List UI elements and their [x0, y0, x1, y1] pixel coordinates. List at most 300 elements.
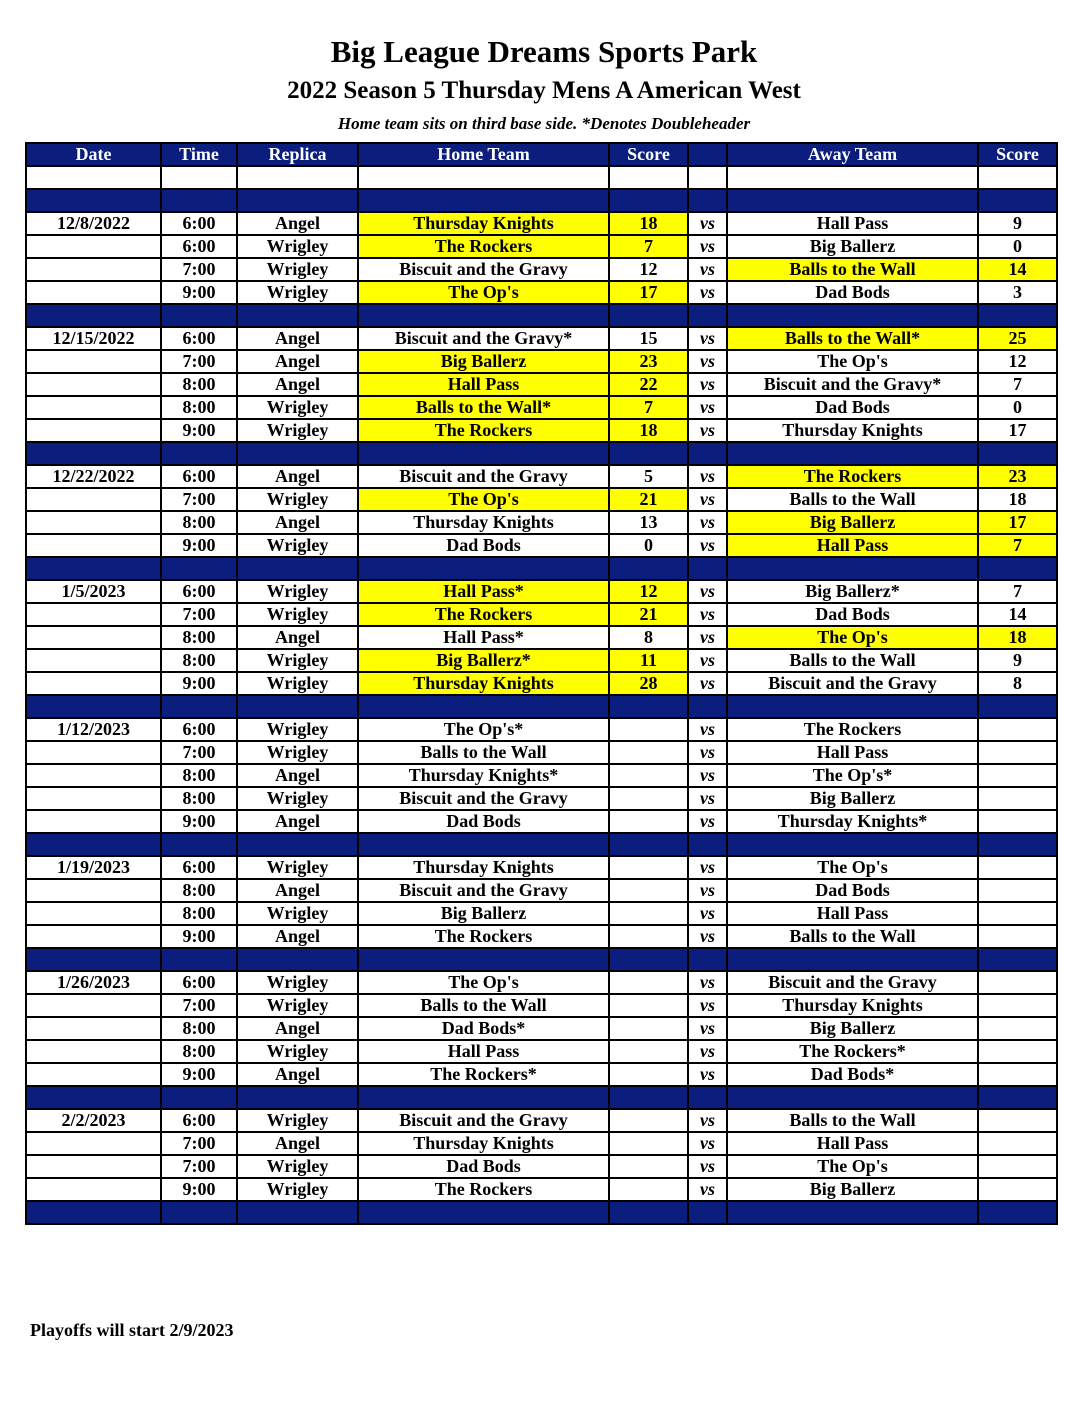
- date-cell: [26, 419, 161, 442]
- home-score-cell: [609, 787, 688, 810]
- away-team-cell: The Rockers: [727, 465, 978, 488]
- home-team-cell: Biscuit and the Gravy: [358, 1109, 609, 1132]
- home-score-cell: 17: [609, 281, 688, 304]
- separator-cell: [358, 189, 609, 212]
- away-score-cell: [978, 1063, 1057, 1086]
- home-score-cell: [609, 994, 688, 1017]
- replica-cell: Wrigley: [237, 1109, 358, 1132]
- separator-cell: [978, 1201, 1057, 1224]
- date-cell: [26, 902, 161, 925]
- away-score-cell: [978, 902, 1057, 925]
- game-row: [26, 465, 1057, 488]
- vs-cell: vs: [688, 902, 727, 925]
- away-score-cell: 18: [978, 626, 1057, 649]
- away-team-cell: The Rockers: [727, 718, 978, 741]
- home-team-cell: The Rockers: [358, 1178, 609, 1201]
- empty-cell: [688, 166, 727, 189]
- away-score-cell: 9: [978, 649, 1057, 672]
- date-cell: [26, 1155, 161, 1178]
- away-score-cell: 17: [978, 511, 1057, 534]
- separator-cell: [688, 189, 727, 212]
- home-team-cell: Hall Pass*: [358, 626, 609, 649]
- away-team-cell: Balls to the Wall: [727, 258, 978, 281]
- separator-cell: [727, 948, 978, 971]
- replica-cell: Angel: [237, 1132, 358, 1155]
- vs-cell: vs: [688, 925, 727, 948]
- page-subtitle: 2022 Season 5 Thursday Mens A American West: [287, 77, 801, 104]
- separator-cell: [978, 442, 1057, 465]
- date-cell: [26, 373, 161, 396]
- home-team-cell: Thursday Knights: [358, 672, 609, 695]
- week-separator-row: [26, 304, 1057, 327]
- separator-cell: [978, 695, 1057, 718]
- separator-cell: [978, 189, 1057, 212]
- separator-cell: [161, 189, 237, 212]
- home-team-cell: The Rockers*: [358, 1063, 609, 1086]
- home-team-cell: Big Ballerz: [358, 902, 609, 925]
- home-score-cell: [609, 902, 688, 925]
- vs-cell: vs: [688, 580, 727, 603]
- home-team-cell: Thursday Knights: [358, 212, 609, 235]
- game-row: [26, 810, 1057, 833]
- away-score-cell: [978, 1155, 1057, 1178]
- home-score-cell: [609, 1063, 688, 1086]
- away-team-cell: Biscuit and the Gravy: [727, 672, 978, 695]
- separator-cell: [609, 1086, 688, 1109]
- vs-cell: vs: [688, 1017, 727, 1040]
- vs-cell: vs: [688, 1109, 727, 1132]
- away-team-cell: The Op's: [727, 626, 978, 649]
- time-cell: 8:00: [161, 396, 237, 419]
- vs-cell: vs: [688, 373, 727, 396]
- away-score-cell: [978, 741, 1057, 764]
- separator-cell: [161, 695, 237, 718]
- away-score-cell: [978, 856, 1057, 879]
- time-cell: 8:00: [161, 1040, 237, 1063]
- separator-cell: [727, 304, 978, 327]
- replica-cell: Angel: [237, 465, 358, 488]
- separator-cell: [609, 1201, 688, 1224]
- week-separator-row: [26, 1201, 1057, 1224]
- separator-cell: [688, 304, 727, 327]
- away-team-cell: Biscuit and the Gravy: [727, 971, 978, 994]
- vs-cell: vs: [688, 1178, 727, 1201]
- replica-cell: Wrigley: [237, 580, 358, 603]
- home-score-cell: 13: [609, 511, 688, 534]
- date-cell: [26, 534, 161, 557]
- away-score-cell: 17: [978, 419, 1057, 442]
- replica-cell: Wrigley: [237, 994, 358, 1017]
- home-score-cell: [609, 879, 688, 902]
- away-team-cell: Dad Bods: [727, 879, 978, 902]
- time-cell: 8:00: [161, 787, 237, 810]
- home-team-cell: Dad Bods: [358, 534, 609, 557]
- home-score-cell: 7: [609, 396, 688, 419]
- separator-cell: [978, 1086, 1057, 1109]
- separator-cell: [161, 1201, 237, 1224]
- away-team-cell: Hall Pass: [727, 212, 978, 235]
- separator-cell: [161, 1086, 237, 1109]
- week-separator-row: [26, 1086, 1057, 1109]
- date-cell: [26, 741, 161, 764]
- doubleheader-note: Home team sits on third base side. *Denotes Doubleheader: [337, 114, 751, 133]
- away-score-cell: [978, 810, 1057, 833]
- home-team-cell: Thursday Knights: [358, 1132, 609, 1155]
- replica-cell: Angel: [237, 212, 358, 235]
- home-team-cell: Hall Pass: [358, 373, 609, 396]
- schedule-table: [25, 142, 1058, 1225]
- home-team-cell: The Rockers: [358, 925, 609, 948]
- vs-cell: vs: [688, 672, 727, 695]
- date-cell: 12/22/2022: [26, 465, 161, 488]
- home-score-cell: 5: [609, 465, 688, 488]
- away-team-cell: Dad Bods: [727, 396, 978, 419]
- away-team-cell: The Op's*: [727, 764, 978, 787]
- away-score-cell: 14: [978, 258, 1057, 281]
- time-cell: 7:00: [161, 1155, 237, 1178]
- separator-cell: [978, 948, 1057, 971]
- replica-cell: Wrigley: [237, 396, 358, 419]
- header-away-team: Away Team: [727, 143, 978, 166]
- away-team-cell: Big Ballerz: [727, 235, 978, 258]
- header-date: Date: [26, 143, 161, 166]
- game-row: [26, 994, 1057, 1017]
- time-cell: 9:00: [161, 534, 237, 557]
- time-cell: 6:00: [161, 212, 237, 235]
- separator-cell: [161, 442, 237, 465]
- replica-cell: Wrigley: [237, 672, 358, 695]
- game-row: [26, 741, 1057, 764]
- away-team-cell: Biscuit and the Gravy*: [727, 373, 978, 396]
- time-cell: 9:00: [161, 1063, 237, 1086]
- home-score-cell: [609, 764, 688, 787]
- time-cell: 6:00: [161, 235, 237, 258]
- replica-cell: Wrigley: [237, 718, 358, 741]
- vs-cell: vs: [688, 396, 727, 419]
- home-score-cell: 0: [609, 534, 688, 557]
- vs-cell: vs: [688, 488, 727, 511]
- game-row: [26, 672, 1057, 695]
- home-score-cell: 7: [609, 235, 688, 258]
- game-row: [26, 1132, 1057, 1155]
- separator-cell: [609, 695, 688, 718]
- separator-cell: [609, 557, 688, 580]
- replica-cell: Angel: [237, 810, 358, 833]
- replica-cell: Angel: [237, 764, 358, 787]
- time-cell: 6:00: [161, 465, 237, 488]
- week-separator-row: [26, 557, 1057, 580]
- home-score-cell: 15: [609, 327, 688, 350]
- home-team-cell: Hall Pass*: [358, 580, 609, 603]
- vs-cell: vs: [688, 626, 727, 649]
- away-score-cell: [978, 1017, 1057, 1040]
- away-team-cell: Hall Pass: [727, 741, 978, 764]
- away-team-cell: Dad Bods: [727, 281, 978, 304]
- time-cell: 9:00: [161, 672, 237, 695]
- week-separator-row: [26, 695, 1057, 718]
- away-score-cell: 3: [978, 281, 1057, 304]
- vs-cell: vs: [688, 258, 727, 281]
- home-team-cell: Biscuit and the Gravy: [358, 465, 609, 488]
- away-team-cell: Thursday Knights: [727, 994, 978, 1017]
- separator-cell: [26, 948, 161, 971]
- replica-cell: Angel: [237, 511, 358, 534]
- away-team-cell: Thursday Knights*: [727, 810, 978, 833]
- time-cell: 8:00: [161, 373, 237, 396]
- date-cell: 1/5/2023: [26, 580, 161, 603]
- date-cell: 1/19/2023: [26, 856, 161, 879]
- replica-cell: Wrigley: [237, 235, 358, 258]
- away-score-cell: 0: [978, 235, 1057, 258]
- home-team-cell: Thursday Knights: [358, 511, 609, 534]
- game-row: [26, 856, 1057, 879]
- vs-cell: vs: [688, 350, 727, 373]
- time-cell: 7:00: [161, 603, 237, 626]
- date-cell: [26, 603, 161, 626]
- time-cell: 7:00: [161, 741, 237, 764]
- game-row: [26, 879, 1057, 902]
- home-team-cell: The Op's: [358, 281, 609, 304]
- time-cell: 9:00: [161, 925, 237, 948]
- separator-cell: [358, 1086, 609, 1109]
- away-score-cell: 12: [978, 350, 1057, 373]
- vs-cell: vs: [688, 1132, 727, 1155]
- time-cell: 9:00: [161, 281, 237, 304]
- away-team-cell: The Op's: [727, 350, 978, 373]
- game-row: [26, 787, 1057, 810]
- vs-cell: vs: [688, 856, 727, 879]
- away-score-cell: [978, 1178, 1057, 1201]
- home-score-cell: [609, 971, 688, 994]
- away-score-cell: 8: [978, 672, 1057, 695]
- time-cell: 7:00: [161, 258, 237, 281]
- time-cell: 8:00: [161, 1017, 237, 1040]
- vs-cell: vs: [688, 810, 727, 833]
- time-cell: 7:00: [161, 350, 237, 373]
- vs-cell: vs: [688, 511, 727, 534]
- home-team-cell: Dad Bods: [358, 810, 609, 833]
- game-row: [26, 534, 1057, 557]
- separator-cell: [727, 189, 978, 212]
- separator-cell: [609, 304, 688, 327]
- away-team-cell: Balls to the Wall: [727, 488, 978, 511]
- time-cell: 7:00: [161, 1132, 237, 1155]
- empty-cell: [358, 166, 609, 189]
- separator-cell: [978, 304, 1057, 327]
- week-separator-row: [26, 189, 1057, 212]
- replica-cell: Angel: [237, 327, 358, 350]
- separator-cell: [688, 557, 727, 580]
- away-team-cell: Balls to the Wall: [727, 1109, 978, 1132]
- separator-cell: [978, 833, 1057, 856]
- time-cell: 6:00: [161, 580, 237, 603]
- vs-cell: vs: [688, 281, 727, 304]
- home-team-cell: Balls to the Wall*: [358, 396, 609, 419]
- home-team-cell: Thursday Knights: [358, 856, 609, 879]
- time-cell: 8:00: [161, 511, 237, 534]
- away-team-cell: The Op's: [727, 856, 978, 879]
- game-row: [26, 902, 1057, 925]
- date-cell: [26, 1017, 161, 1040]
- date-cell: [26, 511, 161, 534]
- separator-cell: [26, 304, 161, 327]
- separator-cell: [237, 304, 358, 327]
- time-cell: 8:00: [161, 879, 237, 902]
- away-team-cell: Hall Pass: [727, 1132, 978, 1155]
- away-team-cell: Dad Bods: [727, 603, 978, 626]
- replica-cell: Wrigley: [237, 534, 358, 557]
- home-score-cell: 28: [609, 672, 688, 695]
- away-score-cell: [978, 1132, 1057, 1155]
- home-score-cell: [609, 1155, 688, 1178]
- game-row: [26, 511, 1057, 534]
- game-row: [26, 1040, 1057, 1063]
- home-team-cell: The Op's*: [358, 718, 609, 741]
- date-cell: [26, 810, 161, 833]
- game-row: [26, 350, 1057, 373]
- away-score-cell: [978, 879, 1057, 902]
- home-score-cell: 21: [609, 488, 688, 511]
- replica-cell: Wrigley: [237, 603, 358, 626]
- home-score-cell: [609, 856, 688, 879]
- home-score-cell: 12: [609, 580, 688, 603]
- time-cell: 6:00: [161, 327, 237, 350]
- game-row: [26, 212, 1057, 235]
- replica-cell: Wrigley: [237, 971, 358, 994]
- away-team-cell: Big Ballerz: [727, 511, 978, 534]
- separator-cell: [237, 1086, 358, 1109]
- separator-cell: [688, 1201, 727, 1224]
- date-cell: 12/15/2022: [26, 327, 161, 350]
- date-cell: [26, 235, 161, 258]
- date-cell: [26, 258, 161, 281]
- away-score-cell: 7: [978, 534, 1057, 557]
- home-score-cell: [609, 1040, 688, 1063]
- home-team-cell: Hall Pass: [358, 1040, 609, 1063]
- separator-cell: [26, 442, 161, 465]
- home-team-cell: The Rockers: [358, 603, 609, 626]
- separator-cell: [358, 557, 609, 580]
- home-score-cell: [609, 718, 688, 741]
- home-team-cell: Dad Bods: [358, 1155, 609, 1178]
- separator-cell: [688, 695, 727, 718]
- home-score-cell: 23: [609, 350, 688, 373]
- time-cell: 7:00: [161, 488, 237, 511]
- vs-cell: vs: [688, 327, 727, 350]
- game-row: [26, 235, 1057, 258]
- game-row: [26, 649, 1057, 672]
- away-score-cell: [978, 718, 1057, 741]
- header-replica: Replica: [237, 143, 358, 166]
- home-score-cell: [609, 810, 688, 833]
- date-cell: [26, 994, 161, 1017]
- separator-cell: [688, 833, 727, 856]
- separator-cell: [237, 189, 358, 212]
- replica-cell: Wrigley: [237, 787, 358, 810]
- separator-cell: [727, 557, 978, 580]
- vs-cell: vs: [688, 718, 727, 741]
- game-row: [26, 488, 1057, 511]
- game-row: [26, 258, 1057, 281]
- separator-cell: [358, 442, 609, 465]
- replica-cell: Angel: [237, 1063, 358, 1086]
- separator-cell: [26, 833, 161, 856]
- time-cell: 6:00: [161, 718, 237, 741]
- week-separator-row: [26, 948, 1057, 971]
- separator-cell: [161, 948, 237, 971]
- away-score-cell: [978, 925, 1057, 948]
- replica-cell: Wrigley: [237, 1155, 358, 1178]
- separator-cell: [609, 189, 688, 212]
- home-team-cell: The Op's: [358, 488, 609, 511]
- time-cell: 8:00: [161, 626, 237, 649]
- replica-cell: Wrigley: [237, 1040, 358, 1063]
- away-team-cell: Big Ballerz: [727, 1178, 978, 1201]
- separator-cell: [358, 1201, 609, 1224]
- vs-cell: vs: [688, 649, 727, 672]
- away-score-cell: 25: [978, 327, 1057, 350]
- date-cell: [26, 488, 161, 511]
- separator-cell: [688, 442, 727, 465]
- separator-cell: [358, 304, 609, 327]
- schedule-body: [26, 166, 1057, 1224]
- away-score-cell: [978, 787, 1057, 810]
- vs-cell: vs: [688, 994, 727, 1017]
- replica-cell: Wrigley: [237, 856, 358, 879]
- away-score-cell: [978, 1040, 1057, 1063]
- home-score-cell: [609, 1109, 688, 1132]
- vs-cell: vs: [688, 603, 727, 626]
- header-vs: [688, 143, 727, 166]
- time-cell: 8:00: [161, 649, 237, 672]
- home-team-cell: Biscuit and the Gravy: [358, 879, 609, 902]
- week-separator-row: [26, 442, 1057, 465]
- game-row: [26, 718, 1057, 741]
- separator-cell: [161, 304, 237, 327]
- home-score-cell: [609, 1017, 688, 1040]
- replica-cell: Wrigley: [237, 649, 358, 672]
- replica-cell: Wrigley: [237, 741, 358, 764]
- date-cell: 2/2/2023: [26, 1109, 161, 1132]
- away-score-cell: 9: [978, 212, 1057, 235]
- time-cell: 6:00: [161, 856, 237, 879]
- game-row: [26, 396, 1057, 419]
- date-cell: [26, 281, 161, 304]
- time-cell: 6:00: [161, 1109, 237, 1132]
- vs-cell: vs: [688, 1063, 727, 1086]
- home-team-cell: Biscuit and the Gravy: [358, 258, 609, 281]
- game-row: [26, 1109, 1057, 1132]
- separator-cell: [237, 1201, 358, 1224]
- replica-cell: Wrigley: [237, 281, 358, 304]
- home-score-cell: 12: [609, 258, 688, 281]
- away-team-cell: Big Ballerz: [727, 787, 978, 810]
- game-row: [26, 764, 1057, 787]
- empty-cell: [26, 166, 161, 189]
- date-cell: 1/26/2023: [26, 971, 161, 994]
- empty-cell: [237, 166, 358, 189]
- date-cell: [26, 649, 161, 672]
- game-row: [26, 1017, 1057, 1040]
- replica-cell: Wrigley: [237, 488, 358, 511]
- separator-cell: [358, 695, 609, 718]
- separator-cell: [26, 1086, 161, 1109]
- date-cell: [26, 787, 161, 810]
- away-score-cell: [978, 971, 1057, 994]
- separator-cell: [237, 557, 358, 580]
- separator-cell: [609, 833, 688, 856]
- time-cell: 9:00: [161, 419, 237, 442]
